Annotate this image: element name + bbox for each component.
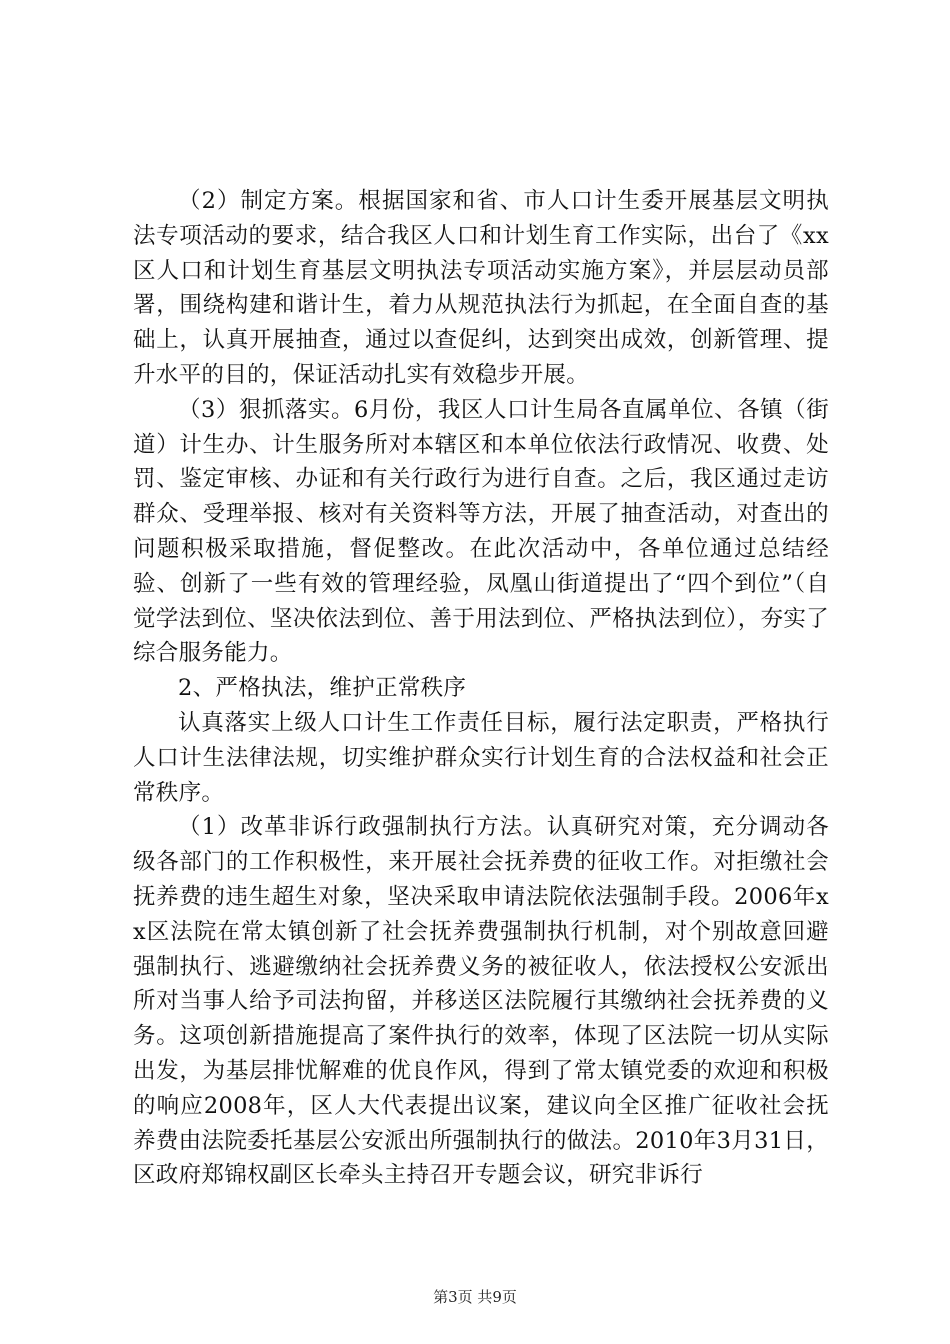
section-heading-strict-enforcement: 2、严格执法，维护正常秩序 (178, 675, 467, 702)
page-number-label: 第3页 共9页 (433, 1288, 517, 1306)
paragraph-reform-enforcement: （1）改革非诉行政强制执行方法。认真研究对策，充分调动各级各部门的工作积极性，来开展社会抚养费的征收工作。对拒缴社会抚养费的违生超生对象，坚决采取申请法院依法强制手段。2006年xx区法院在常太镇创新了社会抚养费强制执行机制，对个别故意回避强制执行、逃避缴纳社会抚养费义务的被征收人，依法授权公安派出所对当事人给予司法拘留，并移送区法院履行其缴纳社会抚养费的义务。这项创新措施提高了案件执行的效率，体现了区法院一切从实际出发，为基层排忧解难的优良作风，得到了常太镇党委的欢迎和积极的响应2008年，区人大代表提出议案，建议向全区推广征收社会抚养费由法院委托基层公安派出所强制执行的做法。2010年3月31日，区政府郑锦权副区长牵头主持召开专题会议，研究非诉行 (133, 814, 829, 1189)
document-body (133, 184, 829, 1193)
page-footer (0, 1287, 950, 1307)
paragraph-implementation: （3）狠抓落实。6月份，我区人口计生局各直属单位、各镇（街道）计生办、计生服务所对本辖区和本单位依法行政情况、收费、处罚、鉴定审核、办证和有关行政行为进行自查。之后，我区通过走访群众、受理举报、核对有关资料等方法，开展了抽查活动，对查出的问题积极采取措施，督促整改。在此次活动中，各单位通过总结经验、创新了一些有效的管理经验，凤凰山街道提出了“四个到位”（自觉学法到位、坚决依法到位、善于用法到位、严格执法到位），夯实了综合服务能力。 (133, 396, 829, 667)
paragraph-enforcement-intro: 认真落实上级人口计生工作责任目标，履行法定职责，严格执行人口计生法律法规，切实维护群众实行计划生育的合法权益和社会正常秩序。 (133, 709, 829, 806)
paragraph-formulate-plan: （2）制定方案。根据国家和省、市人口计生委开展基层文明执法专项活动的要求，结合我区人口和计划生育工作实际，出台了《xx区人口和计划生育基层文明执法专项活动实施方案》，并层层动员部署，围绕构建和谐计生，着力从规范执法行为抓起，在全面自查的基础上，认真开展抽查，通过以查促纠，达到突出成效，创新管理、提升水平的目的，保证活动扎实有效稳步开展。 (133, 188, 829, 388)
